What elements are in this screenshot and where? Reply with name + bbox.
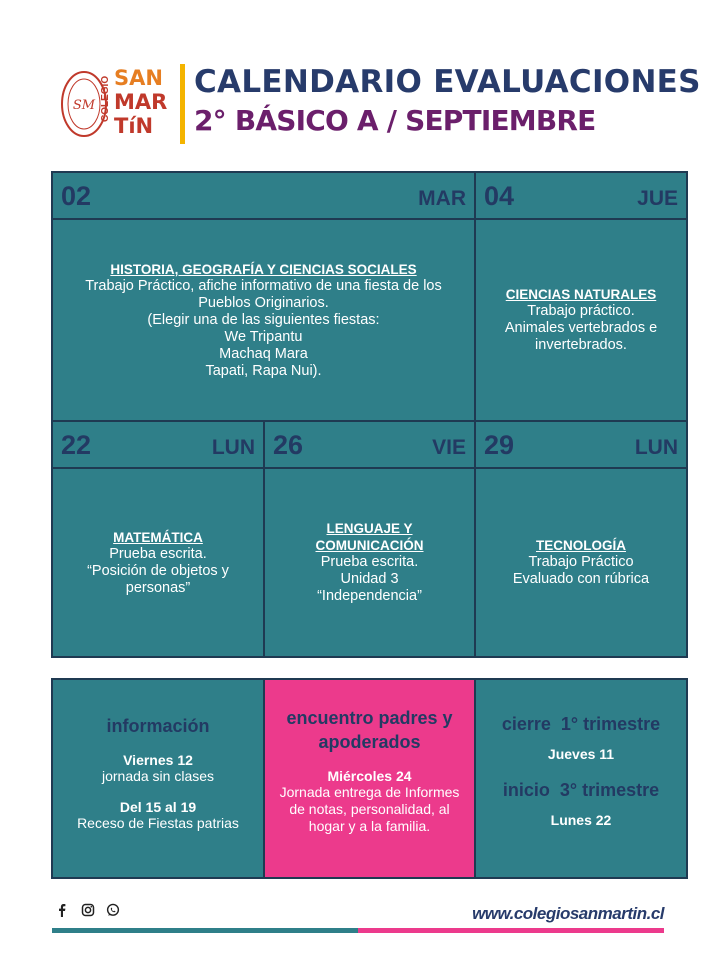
day-number: 22 (61, 430, 92, 460)
day-header (476, 422, 686, 469)
header-divider (180, 64, 185, 144)
instagram-icon[interactable] (80, 902, 96, 918)
logo-college-label: COLEGIO (100, 75, 111, 122)
calendar-cell-29 (474, 420, 688, 658)
info-panel-encuentro (263, 678, 476, 879)
subject-name: LENGUAJE Y COMUNICACIÓN (315, 521, 424, 553)
meeting-date: Miércoles 24 (327, 768, 412, 784)
day-number: 29 (484, 430, 515, 460)
info-panel-trimestre (474, 678, 688, 879)
info-text: Receso de Fiestas patrias (77, 815, 239, 831)
day-number: 26 (273, 430, 304, 460)
calendar-cell-22 (51, 420, 265, 658)
evaluation-line: Trabajo Práctico, afiche informativo de una fiesta de los Pueblos Originarios. (85, 277, 442, 311)
evaluation-details (476, 220, 686, 420)
info-title: información (106, 716, 210, 736)
meeting-text: Jornada entrega de Informes de notas, personalidad, al hogar y a la familia. (279, 784, 460, 834)
term-close-date: Jueves 11 (547, 746, 615, 762)
evaluation-details (265, 469, 474, 656)
weekday: LUN (211, 436, 255, 459)
evaluation-details (53, 220, 474, 420)
evaluation-line: (Elegir una de las siguientes fiestas: (147, 311, 380, 328)
day-header (53, 173, 474, 220)
logo-word: TíN (114, 114, 154, 138)
subject-name: MATEMÁTICA (113, 529, 203, 545)
crest-initials: SM (72, 98, 96, 113)
weekday: VIE (432, 436, 466, 459)
facebook-icon[interactable] (54, 902, 70, 918)
logo-word: SAN (114, 66, 163, 90)
term-start-title: inicio 3° trimestre (502, 780, 660, 800)
info-panel-informacion (51, 678, 265, 879)
day-header (476, 173, 686, 220)
calendar-cell-02 (51, 171, 476, 422)
evaluation-line: We Tripantu (224, 328, 303, 345)
page-subtitle: 2° BÁSICO A / SEPTIEMBRE (194, 104, 596, 137)
subject-name: TECNOLOGÍA (536, 538, 626, 553)
evaluation-line: “Independencia” (317, 588, 422, 604)
footer-line-pink (358, 928, 664, 933)
logo-word: MAR (114, 90, 168, 114)
evaluation-line: “Posición de objetos y personas” (87, 562, 229, 596)
weekday: LUN (634, 436, 678, 459)
evaluation-line: Prueba escrita. (320, 554, 419, 570)
term-close-title: cierre 1° trimestre (501, 714, 661, 734)
evaluation-line: Trabajo Práctico (528, 554, 634, 570)
info-text: jornada sin clases (101, 768, 215, 784)
evaluation-line: Prueba escrita. (109, 545, 207, 562)
page-title: CALENDARIO EVALUACIONES (194, 64, 701, 100)
weekday: JUE (637, 187, 678, 210)
info-date: Viernes 12 (123, 752, 193, 768)
evaluation-line: Unidad 3 (340, 571, 399, 587)
day-header (265, 422, 474, 469)
evaluation-line: Trabajo práctico. (527, 303, 635, 319)
subject-name: CIENCIAS NATURALES (505, 287, 657, 302)
info-date: Del 15 al 19 (119, 799, 197, 815)
calendar-cell-26 (263, 420, 476, 658)
day-number: 02 (61, 181, 92, 211)
evaluation-line: Machaq Mara (219, 345, 308, 362)
logo-wordmark (114, 66, 167, 138)
evaluation-line: Evaluado con rúbrica (512, 571, 650, 587)
school-logo (58, 64, 178, 144)
footer-line-teal (52, 928, 358, 933)
evaluation-line: Animales vertebrados e invertebrados. (504, 320, 658, 353)
day-number: 04 (484, 181, 515, 211)
subject-name: HISTORIA, GEOGRAFÍA Y CIENCIAS SOCIALES (110, 261, 417, 277)
website-link[interactable]: www.colegiosanmartin.cl (472, 904, 664, 923)
day-header (53, 422, 263, 469)
term-start-date: Lunes 22 (550, 812, 612, 828)
calendar-cell-04 (474, 171, 688, 422)
evaluation-details (53, 469, 263, 656)
weekday: MAR (418, 187, 466, 210)
evaluation-details (476, 469, 686, 656)
whatsapp-icon[interactable] (105, 902, 121, 918)
evaluation-line: Tapati, Rapa Nui). (205, 362, 322, 379)
meeting-title: encuentro padres y apoderados (286, 708, 453, 752)
